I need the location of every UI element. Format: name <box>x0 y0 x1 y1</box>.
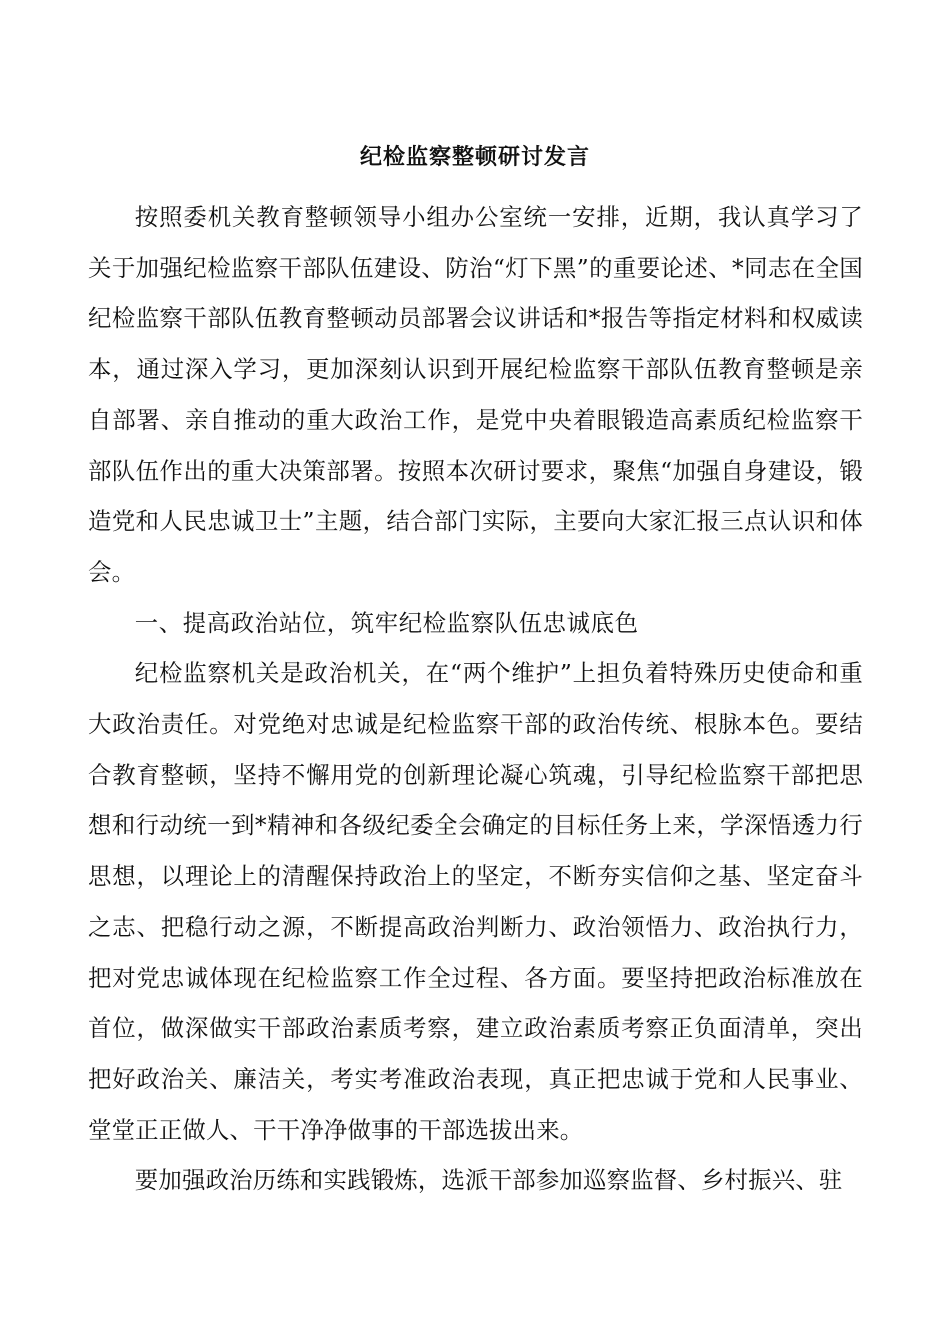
document-body <box>88 192 863 1206</box>
intro-paragraph: 按照委机关教育整顿领导小组办公室统一安排，近期，我认真学习了关于加强纪检监察干部队伍建设、防治“灯下黑”的重要论述、*同志在全国纪检监察干部队伍教育整顿动员部署会议讲话和*报告等指定材料和权威读本，通过深入学习，更加深刻认识到开展纪检监察干部队伍教育整顿是亲自部署、亲自推动的重大政治工作，是党中央着眼锻造高素质纪检监察干部队伍作出的重大决策部署。按照本次研讨要求，聚焦“加强自身建设，锻造党和人民忠诚卫士”主题，结合部门实际，主要向大家汇报三点认识和体会。 <box>88 203 863 586</box>
section-heading-1: 一、提高政治站位，筑牢纪检监察队伍忠诚底色 <box>134 608 639 637</box>
section-1-paragraph-2: 要加强政治历练和实践锻炼，选派干部参加巡察监督、乡村振兴、驻 <box>134 1166 843 1195</box>
section-1-paragraph-1: 纪检监察机关是政治机关，在“两个维护”上担负着特殊历史使命和重大政治责任。对党绝对忠诚是纪检监察干部的政治传统、根脉本色。要结合教育整顿，坚持不懈用党的创新理论凝心筑魂，引导纪检监察干部把思想和行动统一到*精神和各级纪委全会确定的目标任务上来，学深悟透力行思想，以理论上的清醒保持政治上的坚定，不断夯实信仰之基、坚定奋斗之志、把稳行动之源，不断提高政治判断力、政治领悟力、政治执行力，把对党忠诚体现在纪检监察工作全过程、各方面。要坚持把政治标准放在首位，做深做实干部政治素质考察，建立政治素质考察正负面清单，突出把好政治关、廉洁关，考实考准政治表现，真正把忠诚于党和人民事业、堂堂正正做人、干干净净做事的干部选拔出来。 <box>88 659 863 1144</box>
document-title: 纪检监察整顿研讨发言 <box>359 144 590 170</box>
